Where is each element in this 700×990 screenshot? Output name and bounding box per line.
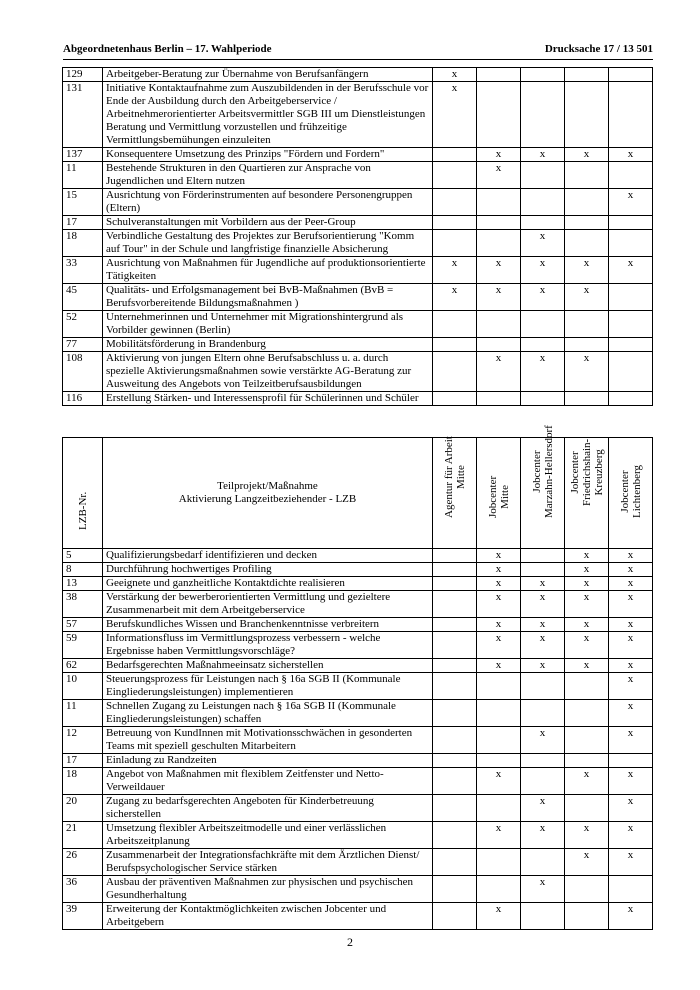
row-measure-text: Erstellung Stärken- und Interessensprofil für Schülerinnen und Schüler xyxy=(103,392,433,406)
row-mark-cell: x xyxy=(477,903,521,930)
row-mark-cell: x xyxy=(565,549,609,563)
column-header-jobcenter-mitte: Jobcenter Mitte xyxy=(477,438,521,549)
column-header-title xyxy=(103,438,433,549)
row-mark-cell: x xyxy=(477,549,521,563)
row-mark-cell: x xyxy=(609,903,653,930)
row-mark-cell: x xyxy=(609,849,653,876)
row-number: 33 xyxy=(63,257,103,284)
row-number: 39 xyxy=(63,903,103,930)
row-mark-cell: x xyxy=(609,822,653,849)
row-mark-cell xyxy=(565,795,609,822)
row-mark-cell xyxy=(477,189,521,216)
row-number: 18 xyxy=(63,230,103,257)
row-mark-cell: x xyxy=(565,257,609,284)
row-mark-cell xyxy=(433,876,477,903)
row-mark-cell xyxy=(565,338,609,352)
row-mark-cell xyxy=(433,903,477,930)
row-mark-cell: x xyxy=(609,577,653,591)
row-mark-cell xyxy=(477,700,521,727)
row-mark-cell xyxy=(521,673,565,700)
row-mark-cell xyxy=(433,549,477,563)
row-mark-cell xyxy=(433,311,477,338)
column-header-jobcenter-marzahn: Jobcenter Marzahn-Hellersdorf xyxy=(521,438,565,549)
row-mark-cell xyxy=(521,189,565,216)
row-mark-cell xyxy=(433,632,477,659)
row-mark-cell xyxy=(521,903,565,930)
column-header-jobcenter-lichtenberg: Jobcenter Lichtenberg xyxy=(609,438,653,549)
table-row xyxy=(63,230,653,257)
row-measure-text: Bedarfsgerechten Maßnahmeeinsatz sicherstellen xyxy=(103,659,433,673)
row-mark-cell xyxy=(521,338,565,352)
table-row xyxy=(63,659,653,673)
row-mark-cell xyxy=(565,727,609,754)
row-mark-cell: x xyxy=(609,632,653,659)
table-row xyxy=(63,822,653,849)
row-mark-cell: x xyxy=(477,768,521,795)
row-measure-text: Angebot von Maßnahmen mit flexiblem Zeitfenster und Netto-Verweildauer xyxy=(103,768,433,795)
row-mark-cell: x xyxy=(521,632,565,659)
row-number: 18 xyxy=(63,768,103,795)
row-mark-cell: x xyxy=(521,727,565,754)
row-mark-cell: x xyxy=(609,727,653,754)
row-mark-cell xyxy=(477,230,521,257)
row-measure-text: Arbeitgeber-Beratung zur Übernahme von Berufsanfängern xyxy=(103,68,433,82)
row-mark-cell: x xyxy=(477,148,521,162)
row-mark-cell xyxy=(433,591,477,618)
row-mark-cell xyxy=(565,82,609,148)
table-row xyxy=(63,549,653,563)
row-mark-cell xyxy=(477,876,521,903)
row-mark-cell xyxy=(433,338,477,352)
row-mark-cell xyxy=(433,148,477,162)
table-row xyxy=(63,216,653,230)
row-mark-cell xyxy=(477,673,521,700)
row-measure-text: Initiative Kontaktaufnahme zum Auszubildenden in der Berufsschule vor Ende der Ausbildung durch den Arbeitgeberservice / Arbeitnehmerorientierter Arbeitsvermittler SGB III um Dienstleistungen Beratung und Vermittlung vorzustellen und frühzeitige Vermittlungsbemühungen einzuleiten xyxy=(103,82,433,148)
row-mark-cell: x xyxy=(521,284,565,311)
row-mark-cell xyxy=(521,68,565,82)
row-number: 20 xyxy=(63,795,103,822)
row-mark-cell xyxy=(565,189,609,216)
row-mark-cell xyxy=(477,754,521,768)
table-row xyxy=(63,148,653,162)
row-mark-cell: x xyxy=(565,822,609,849)
table-row xyxy=(63,352,653,392)
row-number: 129 xyxy=(63,68,103,82)
row-mark-cell: x xyxy=(433,284,477,311)
header-parliament: Abgeordnetenhaus Berlin – 17. Wahlperiode xyxy=(63,43,272,55)
row-mark-cell xyxy=(521,549,565,563)
row-mark-cell: x xyxy=(477,563,521,577)
table-row xyxy=(63,673,653,700)
row-mark-cell: x xyxy=(565,577,609,591)
row-mark-cell: x xyxy=(433,257,477,284)
row-mark-cell xyxy=(609,338,653,352)
row-mark-cell: x xyxy=(521,795,565,822)
row-mark-cell: x xyxy=(521,352,565,392)
row-measure-text: Zusammenarbeit der Integrationsfachkräfte mit dem Ärztlichen Dienst/ Berufspsychologischer Service stärken xyxy=(103,849,433,876)
row-mark-cell xyxy=(433,230,477,257)
row-measure-text: Erweiterung der Kontaktmöglichkeiten zwischen Jobcenter und Arbeitgebern xyxy=(103,903,433,930)
row-mark-cell: x xyxy=(521,591,565,618)
row-mark-cell xyxy=(609,68,653,82)
table-row xyxy=(63,284,653,311)
row-measure-text: Steuerungsprozess für Leistungen nach § 16a SGB II (Kommunale Eingliederungsleistungen) implementieren xyxy=(103,673,433,700)
row-mark-cell: x xyxy=(609,549,653,563)
table-row xyxy=(63,700,653,727)
row-measure-text: Verstärkung der bewerberorientierten Vermittlung und gezieltere Zusammenarbeit mit dem Arbeitgeberservice xyxy=(103,591,433,618)
row-mark-cell xyxy=(521,849,565,876)
row-measure-text: Umsetzung flexibler Arbeitszeitmodelle und einer verlässlichen Arbeitszeitplanung xyxy=(103,822,433,849)
row-measure-text: Schulveranstaltungen mit Vorbildern aus der Peer-Group xyxy=(103,216,433,230)
table-row xyxy=(63,795,653,822)
row-mark-cell: x xyxy=(477,577,521,591)
row-number: 13 xyxy=(63,577,103,591)
row-mark-cell: x xyxy=(609,700,653,727)
table-row xyxy=(63,189,653,216)
row-measure-text: Aktivierung von jungen Eltern ohne Berufsabschluss u. a. durch spezielle Aktivierungsmaßnahmen sowie verstärkte AG-Beratung zur Ausweitung des Angebots von Teilzeitberufsausbildungen xyxy=(103,352,433,392)
row-number: 17 xyxy=(63,216,103,230)
row-mark-cell: x xyxy=(521,618,565,632)
row-mark-cell: x xyxy=(565,591,609,618)
table-row xyxy=(63,257,653,284)
row-mark-cell: x xyxy=(565,632,609,659)
row-measure-text: Ausrichtung von Maßnahmen für Jugendliche auf produktionsorientierte Tätigkeiten xyxy=(103,257,433,284)
row-mark-cell xyxy=(565,673,609,700)
row-mark-cell xyxy=(433,700,477,727)
row-mark-cell: x xyxy=(433,68,477,82)
row-number: 5 xyxy=(63,549,103,563)
row-number: 15 xyxy=(63,189,103,216)
table-row xyxy=(63,618,653,632)
row-measure-text: Betreuung von KundInnen mit Motivationsschwächen in gesonderten Teams mit speziell geschulten Mitarbeitern xyxy=(103,727,433,754)
table-row xyxy=(63,591,653,618)
header-title-line-2: Aktivierung Langzeitbeziehender - LZB xyxy=(178,493,357,505)
row-number: 21 xyxy=(63,822,103,849)
table-row xyxy=(63,727,653,754)
row-mark-cell xyxy=(433,577,477,591)
row-measure-text: Mobilitätsförderung in Brandenburg xyxy=(103,338,433,352)
row-mark-cell: x xyxy=(609,591,653,618)
row-mark-cell xyxy=(521,216,565,230)
row-mark-cell: x xyxy=(433,82,477,148)
row-measure-text: Berufskundliches Wissen und Branchenkenntnisse verbreitern xyxy=(103,618,433,632)
row-mark-cell xyxy=(433,768,477,795)
row-mark-cell xyxy=(477,82,521,148)
row-measure-text: Qualifizierungsbedarf identifizieren und decken xyxy=(103,549,433,563)
row-mark-cell xyxy=(433,162,477,189)
row-mark-cell: x xyxy=(477,822,521,849)
column-header-agentur-mitte: Agentur für Arbeit Mitte xyxy=(433,438,477,549)
row-mark-cell: x xyxy=(477,659,521,673)
row-mark-cell xyxy=(477,392,521,406)
row-mark-cell xyxy=(521,162,565,189)
row-mark-cell xyxy=(433,727,477,754)
row-mark-cell xyxy=(521,754,565,768)
page-header xyxy=(63,37,653,57)
row-measure-text: Informationsfluss im Vermittlungsprozess verbessern - welche Ergebnisse haben Vermittlungsvorschläge? xyxy=(103,632,433,659)
row-mark-cell xyxy=(609,392,653,406)
row-mark-cell xyxy=(565,903,609,930)
header-title-line-1: Teilprojekt/Maßnahme xyxy=(217,480,318,492)
table-row xyxy=(63,876,653,903)
row-number: 77 xyxy=(63,338,103,352)
row-mark-cell: x xyxy=(609,257,653,284)
row-mark-cell xyxy=(477,338,521,352)
row-mark-cell: x xyxy=(565,618,609,632)
header-document-number: Drucksache 17 / 13 501 xyxy=(544,43,653,55)
row-number: 8 xyxy=(63,563,103,577)
row-mark-cell xyxy=(609,162,653,189)
row-measure-text: Bestehende Strukturen in den Quartieren zur Ansprache von Jugendlichen und Eltern nutzen xyxy=(103,162,433,189)
table-row xyxy=(63,338,653,352)
row-mark-cell xyxy=(521,311,565,338)
row-measure-text: Ausbau der präventiven Maßnahmen zur physischen und psychischen Gesundherhaltung xyxy=(103,876,433,903)
row-mark-cell: x xyxy=(565,352,609,392)
row-mark-cell: x xyxy=(565,148,609,162)
row-mark-cell: x xyxy=(477,632,521,659)
row-mark-cell xyxy=(565,754,609,768)
row-mark-cell xyxy=(565,876,609,903)
row-number: 57 xyxy=(63,618,103,632)
row-mark-cell: x xyxy=(521,659,565,673)
row-mark-cell: x xyxy=(609,563,653,577)
table-row xyxy=(63,162,653,189)
row-measure-text: Durchführung hochwertiges Profiling xyxy=(103,563,433,577)
table-row xyxy=(63,632,653,659)
table-row xyxy=(63,82,653,148)
row-mark-cell: x xyxy=(521,876,565,903)
row-number: 116 xyxy=(63,392,103,406)
row-measure-text: Verbindliche Gestaltung des Projektes zur Berufsorientierung "Komm auf Tour" in der Schule und langfristige finanzielle Absicherung xyxy=(103,230,433,257)
row-mark-cell xyxy=(433,822,477,849)
row-mark-cell: x xyxy=(477,257,521,284)
row-mark-cell xyxy=(433,673,477,700)
row-number: 62 xyxy=(63,659,103,673)
row-number: 10 xyxy=(63,673,103,700)
row-mark-cell xyxy=(521,392,565,406)
row-number: 17 xyxy=(63,754,103,768)
row-mark-cell xyxy=(477,727,521,754)
row-mark-cell: x xyxy=(609,659,653,673)
row-mark-cell: x xyxy=(477,162,521,189)
column-header-lzb-nr: LZB-Nr. xyxy=(63,438,103,549)
row-mark-cell xyxy=(609,352,653,392)
row-mark-cell xyxy=(609,216,653,230)
row-measure-text: Schnellen Zugang zu Leistungen nach § 16a SGB II (Kommunale Eingliederungsleistungen) schaffen xyxy=(103,700,433,727)
row-mark-cell: x xyxy=(477,618,521,632)
row-mark-cell xyxy=(477,311,521,338)
table-row xyxy=(63,768,653,795)
table-row xyxy=(63,68,653,82)
row-mark-cell xyxy=(565,392,609,406)
row-mark-cell xyxy=(565,216,609,230)
row-mark-cell xyxy=(521,768,565,795)
row-mark-cell: x xyxy=(565,563,609,577)
table-row xyxy=(63,392,653,406)
row-mark-cell: x xyxy=(565,284,609,311)
row-mark-cell: x xyxy=(609,768,653,795)
row-mark-cell xyxy=(609,230,653,257)
row-mark-cell: x xyxy=(521,577,565,591)
row-mark-cell: x xyxy=(521,822,565,849)
table-row xyxy=(63,849,653,876)
row-mark-cell xyxy=(477,849,521,876)
row-mark-cell: x xyxy=(477,284,521,311)
row-mark-cell xyxy=(477,795,521,822)
row-mark-cell xyxy=(477,68,521,82)
row-measure-text: Geeignete und ganzheitliche Kontaktdichte realisieren xyxy=(103,577,433,591)
row-mark-cell xyxy=(433,659,477,673)
table-row xyxy=(63,311,653,338)
row-mark-cell xyxy=(521,563,565,577)
row-measure-text: Einladung zu Randzeiten xyxy=(103,754,433,768)
row-number: 38 xyxy=(63,591,103,618)
row-mark-cell xyxy=(433,754,477,768)
row-number: 36 xyxy=(63,876,103,903)
column-header-jobcenter-friedrichshain: Jobcenter Friedrichshain- Kreuzberg xyxy=(565,438,609,549)
row-number: 45 xyxy=(63,284,103,311)
table-row xyxy=(63,577,653,591)
row-number: 59 xyxy=(63,632,103,659)
row-mark-cell xyxy=(565,68,609,82)
header-rule xyxy=(63,59,653,60)
row-mark-cell xyxy=(433,392,477,406)
table-row xyxy=(63,563,653,577)
row-mark-cell: x xyxy=(565,768,609,795)
row-mark-cell: x xyxy=(477,591,521,618)
row-mark-cell xyxy=(609,311,653,338)
measures-table-lzb xyxy=(62,425,653,930)
row-mark-cell xyxy=(565,230,609,257)
table-header-row xyxy=(63,438,653,549)
row-mark-cell: x xyxy=(609,795,653,822)
row-mark-cell xyxy=(521,82,565,148)
measures-table-youth xyxy=(62,67,653,406)
row-mark-cell xyxy=(521,700,565,727)
row-measure-text: Unternehmerinnen und Unternehmer mit Migrationshintergrund als Vorbilder gewinnen (Berlin) xyxy=(103,311,433,338)
row-measure-text: Qualitäts- und Erfolgsmanagement bei BvB-Maßnahmen (BvB = Berufsvorbereitende Bildungsmaßnahmen ) xyxy=(103,284,433,311)
page-number: 2 xyxy=(347,935,353,949)
row-mark-cell: x xyxy=(609,148,653,162)
row-mark-cell xyxy=(609,82,653,148)
row-mark-cell xyxy=(609,876,653,903)
row-number: 131 xyxy=(63,82,103,148)
row-number: 12 xyxy=(63,727,103,754)
row-number: 108 xyxy=(63,352,103,392)
row-number: 11 xyxy=(63,162,103,189)
row-mark-cell: x xyxy=(521,230,565,257)
row-mark-cell xyxy=(565,311,609,338)
row-mark-cell xyxy=(609,754,653,768)
table-row xyxy=(63,903,653,930)
row-measure-text: Ausrichtung von Förderinstrumenten auf besondere Personengruppen (Eltern) xyxy=(103,189,433,216)
row-number: 52 xyxy=(63,311,103,338)
row-number: 26 xyxy=(63,849,103,876)
row-mark-cell xyxy=(433,216,477,230)
row-mark-cell xyxy=(433,849,477,876)
row-mark-cell: x xyxy=(477,352,521,392)
row-mark-cell xyxy=(565,700,609,727)
row-mark-cell xyxy=(433,352,477,392)
row-measure-text: Konsequentere Umsetzung des Prinzips "Fördern und Fordern" xyxy=(103,148,433,162)
row-mark-cell: x xyxy=(565,849,609,876)
row-mark-cell: x xyxy=(565,659,609,673)
row-mark-cell xyxy=(565,162,609,189)
row-mark-cell xyxy=(433,618,477,632)
row-mark-cell: x xyxy=(609,189,653,216)
row-mark-cell: x xyxy=(609,618,653,632)
row-mark-cell: x xyxy=(609,673,653,700)
row-measure-text: Zugang zu bedarfsgerechten Angeboten für Kinderbetreuung sicherstellen xyxy=(103,795,433,822)
row-mark-cell xyxy=(609,284,653,311)
row-mark-cell xyxy=(477,216,521,230)
row-mark-cell: x xyxy=(521,148,565,162)
row-mark-cell: x xyxy=(521,257,565,284)
row-mark-cell xyxy=(433,795,477,822)
row-number: 11 xyxy=(63,700,103,727)
table-row xyxy=(63,754,653,768)
row-mark-cell xyxy=(433,189,477,216)
row-mark-cell xyxy=(433,563,477,577)
row-number: 137 xyxy=(63,148,103,162)
